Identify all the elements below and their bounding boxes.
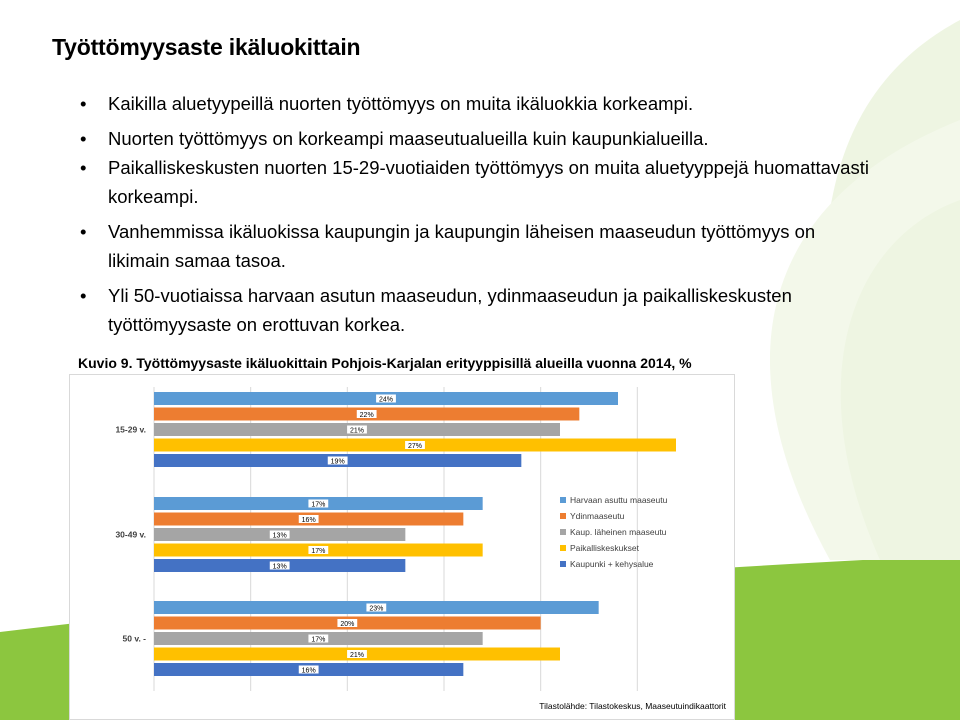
data-label: 23% [369, 605, 384, 613]
legend-swatch [560, 561, 566, 567]
bullet-item: • Nuorten työttömyys on korkeampi maaseutualueilla kuin kaupunkialueilla. [78, 124, 878, 153]
data-label: 20% [340, 621, 355, 628]
data-label: 24% [378, 396, 394, 404]
chart-plot [70, 375, 736, 721]
chart-caption: Kuvio 9. Työttömyysaste ikäluokittain Pohjois-Karjalan erityyppisillä alueilla vuonna 2014, % [78, 355, 692, 371]
legend-label: Harvaan asuttu maaseutu [570, 495, 668, 505]
data-label: 27% [407, 443, 423, 450]
data-label: 19% [330, 458, 345, 466]
bullet-item: • Yli 50-vuotiaissa harvaan asutun maaseudun, ydinmaaseudun ja paikalliskeskusten työttömyysaste on erottuvan korkea. [78, 281, 878, 339]
category-label: 15-29 v. [115, 424, 146, 435]
data-label: 17% [311, 548, 326, 555]
legend-swatch [560, 513, 566, 519]
legend-label: Kaupunki + kehysalue [570, 559, 654, 569]
bullet-item: • Kaikilla aluetyypeillä nuorten työttömyys on muita ikäluokkia korkeampi. [78, 89, 878, 118]
legend-label: Ydinmaaseutu [570, 511, 625, 521]
bullet-item: • Vanhemmissa ikäluokissa kaupungin ja kaupungin läheisen maaseudun työttömyys on likimain samaa tasoa. [78, 217, 878, 275]
data-label: 22% [359, 412, 374, 419]
legend-label: Kaup. läheinen maaseutu [570, 527, 667, 537]
source-note: Tilastolähde: Tilastokeskus, Maaseutuindikaattorit [539, 701, 726, 711]
data-label: 13% [272, 563, 287, 571]
category-label: 30-49 v. [115, 529, 146, 540]
data-label: 21% [349, 427, 365, 435]
legend-swatch [560, 497, 566, 503]
legend-swatch [560, 545, 566, 551]
data-label: 13% [272, 532, 287, 540]
bullet-item: • Paikalliskeskusten nuorten 15-29-vuotiaiden työttömyys on muita aluetyyppejä huomattavasti korkeampi. [78, 153, 878, 211]
data-label: 16% [301, 667, 316, 675]
category-label: 50 v. - [122, 633, 146, 644]
slide-title: Työttömyysaste ikäluokittain [52, 34, 361, 60]
bar-chart [69, 374, 735, 720]
bullet-list [78, 89, 878, 345]
legend-label: Paikalliskeskukset [570, 543, 639, 553]
legend-swatch [560, 529, 566, 535]
data-label: 21% [349, 652, 365, 659]
data-label: 16% [301, 517, 316, 524]
data-label: 17% [311, 636, 326, 644]
data-label: 17% [311, 501, 326, 509]
